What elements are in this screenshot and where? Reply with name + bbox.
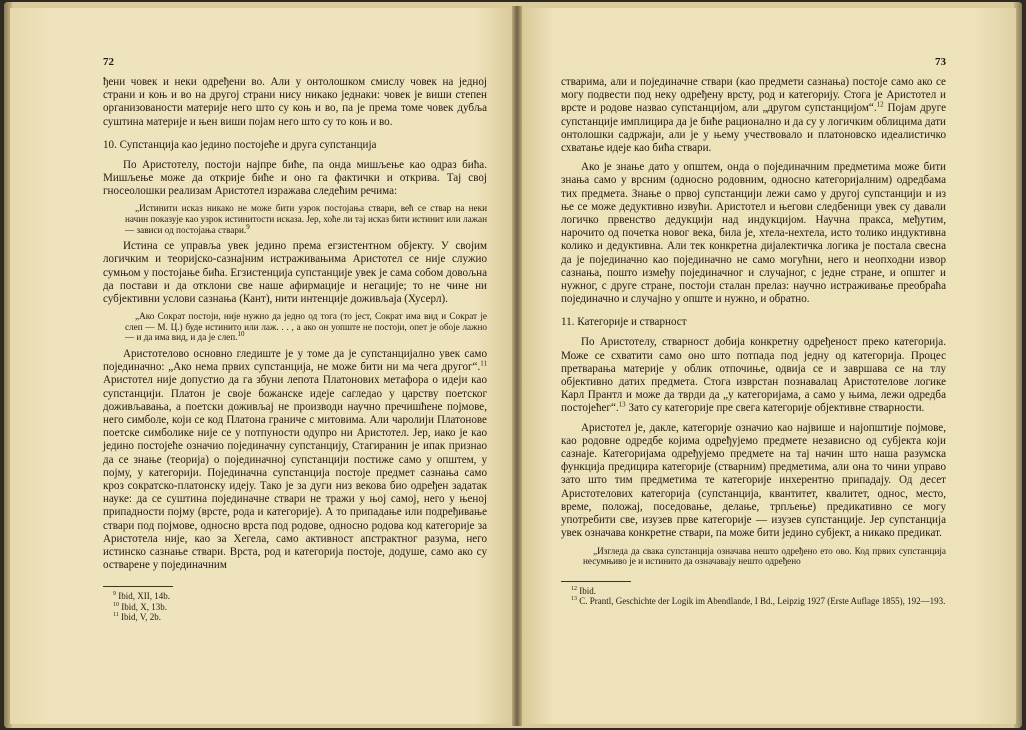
footnote-number: 12 [571, 585, 577, 592]
footnote-number: 11 [113, 612, 119, 619]
paragraph-text: Аристотелово основно гледиште је у томе да је супстанцијално увек само појединачно: „Ако нема првих супстанција, не може бити ни ма чега другог“. [103, 348, 487, 374]
footnote-ref: 10 [237, 330, 245, 339]
paragraph-continued: ђени човек и неки одређени во. Али у онтолошком смислу човек на једној страни и коњ и во на другој страни нису никако једнаки: човек је виши степен организованости материје него што су коњ и во, па је према томе човек дубља суштина материје и њен виши појам него што су то коњ и во. [103, 76, 487, 128]
footnote [571, 596, 946, 607]
open-book [4, 2, 1022, 728]
footnote-text: Ibid, X, 13b. [121, 601, 167, 612]
page-number-left: 72 [103, 56, 114, 68]
block-quote: „Изгледа да свака супстанција означава нешто одређено ето ово. Код првих супстанција несумњиво је и истинито да означавају нешто одређено [583, 545, 946, 567]
section-heading: 11. Категорије и стварност [561, 316, 687, 329]
footnote [113, 591, 487, 602]
footnote-text: Ibid, XII, 14b. [118, 591, 170, 602]
footnote-ref: 11 [480, 359, 487, 368]
paragraph-text: стварима, али и појединачне ствари (као предмети сазнања) постоје само ако се могу подвести под неку одређену врсту, род и категорију. Стога је Аристотел и врсте и родове назвао супстанцијом, али „другом супстанцијом“. [561, 76, 946, 115]
quote-text: „Ако Сократ постоји, није нужно да једно од тога (то јест, Сократ има вид и Сократ је слеп — М. Ц.) буде истинито или лаж. . . , а ако он уопште не постоји, опет је обоје лажно — и да има вид, и да је слеп. [125, 311, 487, 343]
footnote-ref: 13 [618, 400, 626, 409]
block-quote [125, 311, 487, 343]
right-page [519, 8, 1016, 724]
paragraph: Аристотел је, дакле, категорије означио као највише и најопштије појмове, као родовне одредбе којима одређујемо предмете независно од субјекта који сазнаје. Категоријама одређујемо предмете на тај начин што наша разумска функција предицира категорије (стварним) предметима, али она то чини управо зато што тим предметима те категорије инхерентно припадају. Од десет Аристотелових категорија (супстанција, квантитет, квалитет, однос, место, време, положај, поседовање, делање, трпљење) предикативно се могу употребити све, изузев прве категорије — изузев супстанције. Јер супстанција увек означава конкретне ствари, па може бити једино субјект, а никако предикат. [561, 421, 946, 540]
footnote [571, 586, 946, 597]
footnote-number: 9 [113, 591, 116, 598]
footnote-ref: 12 [876, 100, 884, 109]
footnote-ref: 9 [246, 222, 250, 231]
footnote-rule [103, 586, 173, 587]
quote-text: „Истинити исказ никако не може бити узрок постојања ствари, већ се ствар на неки начин показује као узрок истинитости исказа. Јер, хоће ли тај исказ бити истинит или лажан — зависи од постојања ствари. [125, 203, 487, 235]
book-gutter [512, 6, 522, 726]
paragraph: По Аристотелу, постоји најпре биће, па онда мишљење као одраз бића. Мишљење може да открије биће и оно га фактички и открива. Тај свој гносеолошки реализам Аристотел изражава следећим речима: [103, 158, 487, 198]
block-quote [125, 203, 487, 235]
footnote [113, 612, 487, 623]
left-page [10, 8, 515, 724]
paragraph [103, 348, 487, 572]
footnote-text: C. Prantl, Geschichte der Logik im Abendlande, I Bd., Leipzig 1927 (Erste Auflage 1855), 192—193. [579, 596, 946, 607]
paragraph-text: Аристотел није допустио да га збуни лепота Платонових метафора о идеји као супстанцији. Платон је своје божанске идеје сагледао у царству поетског доживљавања, а поетски доживљај не производи научно пречишћене појмове, него симболе, који се код Платона граниче с митовима. Али чаролији Платонове поетске симболике није се у потпуности одупро ни Аристотел. Јер, иако је као једино постојеће означио појединачну супстанцију, Стагиранин је ипак признао да се знање (теорија) о појединачној супстанцији постиже само у општем, у појму, у категорији. Појединачна супстанција постоје предмет сазнања само кроз сократско-платонску идеју. Тако је за дуги низ векова био одређен задатак науке: да се суштина појединачне ствари не тражи у њој самој, него у њеној припадности појму (врсте, рода и категорије). А то припадање или подређивање ствари под појмове, односно врста под родове, односно родова код категорије за Аристотела није, као за Хегела, само активност апстрактног разума, него истинско сазнање ствари. Врста, род и категорија постоје, додуше, само ако су остварене у појединачним [103, 374, 487, 572]
paragraph-continued [561, 76, 946, 155]
footnote-number: 13 [571, 596, 577, 603]
paragraph: Истина се управља увек једино према егзистентном објекту. У својим логичким и теоријско-сазнајним истраживањима Аристотел се није служио сумњом у постојање бића. Егзистенција супстанције увек је сама собом довољна да постави и да отклони све наше афирмације и негације; то не чине ни субјективни услови сазнања (Кант), нити интенције доживљаја (Хусерл). [103, 240, 487, 306]
paragraph-text: По Аристотелу, стварност добија конкретну одређеност преко категорија. Може се схватити само оно што потпада под једну од категорија. Процес претварања материје у облик отпочиње, одвија се и завршава се на тлу објективно датих предмета. Стога изврстан познавалац Аристотелове логике Карл Прантл и може да тврди да „у категоријама, а само у њима, лежи одредба постојећег“. [561, 336, 946, 415]
section-heading: 10. Супстанција као једино постојеће и друга супстанција [103, 138, 377, 151]
footnote-text: Ibid, V, 2b. [121, 612, 161, 623]
paragraph-text: Зато су категорије пре свега категорије објективне стварности. [625, 402, 925, 415]
footnote-text: Ibid. [579, 585, 596, 596]
footnote-number: 10 [113, 601, 119, 608]
paragraph-text: Појам друге супстанције имплицира да је биће рационално и да су у логичким облицима дати онтолошки садржаји, али је у њему учествовало и платоновско идеалистичко схватање идеје као бића ствари. [561, 102, 946, 155]
footnote [113, 602, 487, 613]
paragraph [561, 336, 946, 415]
page-number-right: 73 [935, 56, 946, 68]
footnote-rule [561, 581, 631, 582]
paragraph: Ако је знање дато у општем, онда о појединачним предметима може бити знања само у врсним (односно родовним, односно категоријалним) одредбама тих предмета. Знање о првој супстанцији лежи само у другој супстанцији и из ње се може дедуктивно извући. Аристотел и његови следбеници увек су давали логичко првенство дедукцији над индукцијом. Научна пракса, међутим, нарочито од почетка новог века, била је, хтела-нехтела, исто толико индуктивна колико и дедуктивна. Али тек конкретна дијалектичка логика је постала свесна да је појединачно као појединачно не само могућни, него и неопходни извор сазнања, пошто између појединачног и случајног, с једне стране, и општег и нужног, с друге стране, постоји сталан прелаз: научно истраживање преобраћа појединачно и случајно у опште и нужно, и обратно. [561, 161, 946, 306]
